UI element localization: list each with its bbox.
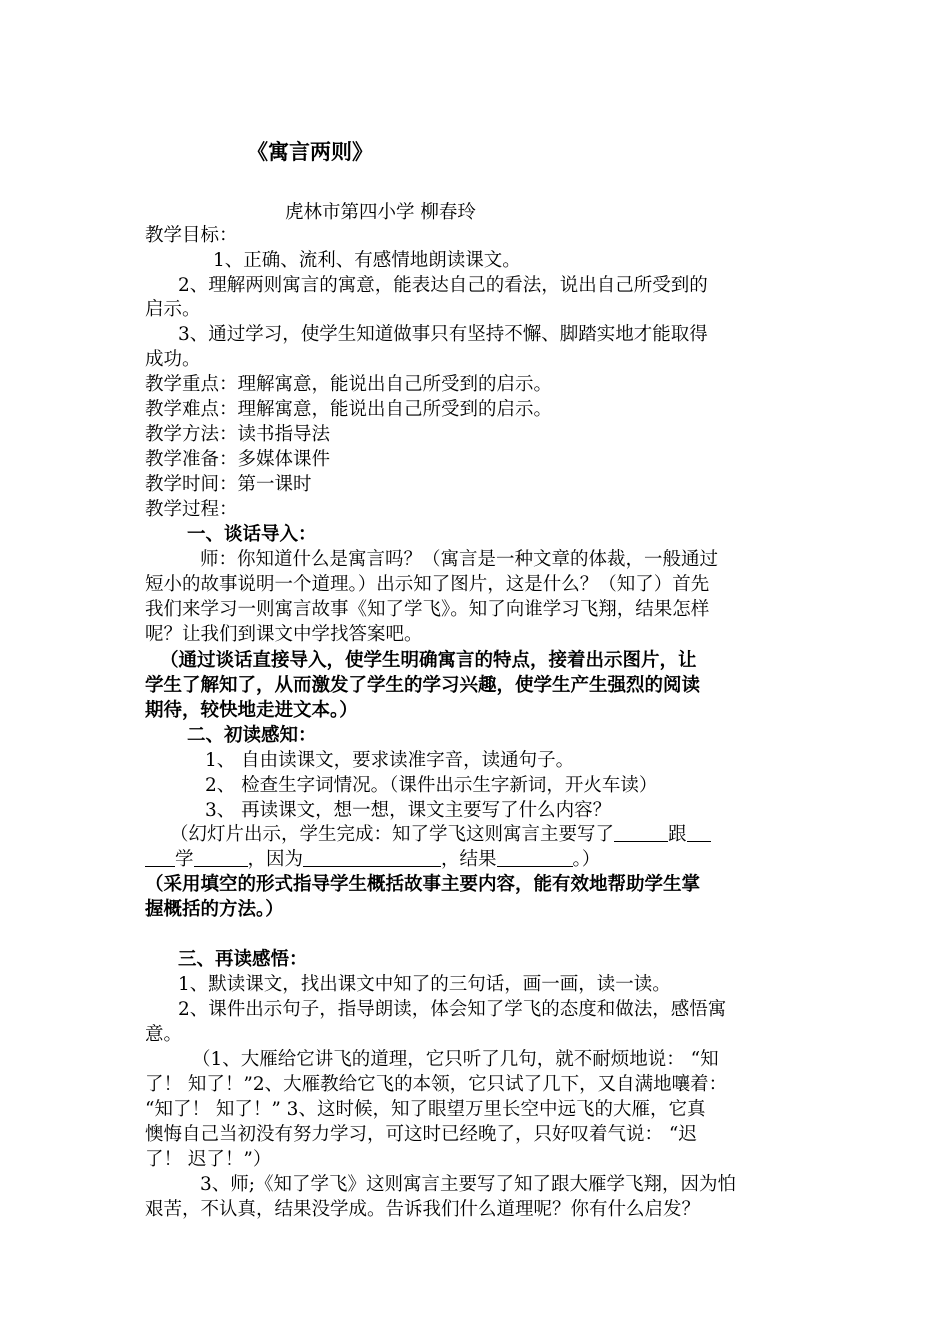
- section-1-paragraph-line: 呢？让我们到课文中学找答案吧。: [145, 624, 423, 645]
- section-2-note-line: 握概括的方法。）: [145, 899, 284, 920]
- section-1-note-line: 学生了解知了，从而激发了学生的学习兴趣，使学生产生强烈的阅读: [145, 675, 701, 696]
- teaching-prep: 教学准备：多媒体课件: [145, 449, 331, 470]
- section-2-item-2: 2、 检查生字词情况。（课件出示生字新词，开火车读）: [205, 775, 658, 796]
- fill-in-line-2: [145, 847, 600, 873]
- teaching-difficulty: 教学难点：理解寓意，能说出自己所受到的启示。: [145, 399, 553, 420]
- section-2-item-1: 1、 自由读课文，要求读准字音，读通句子。: [205, 750, 575, 771]
- author-line: 虎林市第四小学 柳春玲: [285, 202, 476, 223]
- fill-in-text: 。）: [572, 849, 601, 870]
- section-3-item-2: 2、课件出示句子，指导朗读，体会知了学飞的态度和做法，感悟寓: [178, 999, 727, 1020]
- section-1-paragraph-line: 我们来学习一则寓言故事《知了学飞》。知了向谁学习飞翔，结果怎样: [145, 599, 710, 620]
- fill-in-text: 学: [175, 849, 194, 870]
- section-1-title: 一、谈话导入：: [187, 524, 317, 545]
- section-1-note-line: 期待，较快地走进文本。）: [145, 700, 358, 721]
- goal-2-cont: 启示。: [145, 299, 201, 320]
- document-title: 《寓言两则》: [247, 139, 373, 164]
- section-2-note-line: （采用填空的形式指导学生概括故事主要内容，能有效地帮助学生掌: [145, 874, 701, 895]
- section-3-item-3-cont: 艰苦，不认真，结果没学成。告诉我们什么道理呢？你有什么启发？: [145, 1199, 701, 1220]
- section-1-paragraph-line: 师：你知道什么是寓言吗？（寓言是一种文章的体裁，一般通过: [200, 549, 719, 570]
- quote-line: “知了！ 知了！” 3、这时候，知了眼望万里长空中远飞的大雁，它真: [145, 1099, 706, 1120]
- blank-field: [614, 823, 668, 842]
- goal-3: 3、通过学习，使学生知道做事只有坚持不懈、脚踏实地才能取得: [178, 324, 708, 345]
- quote-line: 懊悔自己当初没有努力学习，可这时已经晚了，只好叹着气说： “迟: [145, 1124, 697, 1145]
- section-3-item-2-cont: 意。: [145, 1024, 183, 1045]
- blank-field: [687, 823, 711, 842]
- blank-field: [194, 848, 248, 867]
- blank-field: [145, 848, 175, 867]
- teaching-method: 教学方法：读书指导法: [145, 424, 331, 445]
- goal-1: 1、正确、流利、有感情地朗读课文。: [213, 250, 521, 271]
- goals-label: 教学目标：: [145, 225, 238, 246]
- fill-in-text: 跟: [668, 824, 687, 845]
- blank-field: [303, 848, 441, 867]
- section-1-paragraph-line: 短小的故事说明一个道理。）出示知了图片，这是什么？（知了）首先: [145, 574, 710, 595]
- section-3-title: 三、再读感悟：: [178, 949, 308, 970]
- teaching-time: 教学时间：第一课时: [145, 474, 312, 495]
- section-2-item-3: 3、 再读课文，想一想，课文主要写了什么内容？: [205, 800, 612, 821]
- teaching-focus: 教学重点：理解寓意，能说出自己所受到的启示。: [145, 374, 553, 395]
- fill-in-text: （幻灯片出示，学生完成：知了学飞这则寓言主要写了: [170, 824, 615, 845]
- section-2-title: 二、初读感知：: [187, 725, 317, 746]
- blank-field: [497, 848, 573, 867]
- section-1-note-line: （通过谈话直接导入，使学生明确寓言的特点，接着出示图片，让: [160, 650, 697, 671]
- quote-line: 了！ 知了！”2、大雁教给它飞的本领，它只试了几下，又自满地嚷着：: [145, 1074, 728, 1095]
- fill-in-text: ，因为: [247, 849, 304, 870]
- goal-2: 2、理解两则寓言的寓意，能表达自己的看法，说出自己所受到的: [178, 275, 708, 296]
- goal-3-cont: 成功。: [145, 349, 201, 370]
- quote-line: 了！ 迟了！”）: [145, 1149, 272, 1170]
- fill-in-line-1: [170, 822, 711, 848]
- section-3-item-3: 3、师;《知了学飞》这则寓言主要写了知了跟大雁学飞翔，因为怕: [200, 1174, 737, 1195]
- section-3-item-1: 1、默读课文，找出课文中知了的三句话，画一画，读一读。: [178, 974, 671, 995]
- teaching-process-label: 教学过程：: [145, 499, 238, 520]
- fill-in-text: ，结果: [441, 849, 497, 870]
- quote-line: （1、大雁给它讲飞的道理，它只听了几句，就不耐烦地说： “知: [192, 1049, 719, 1070]
